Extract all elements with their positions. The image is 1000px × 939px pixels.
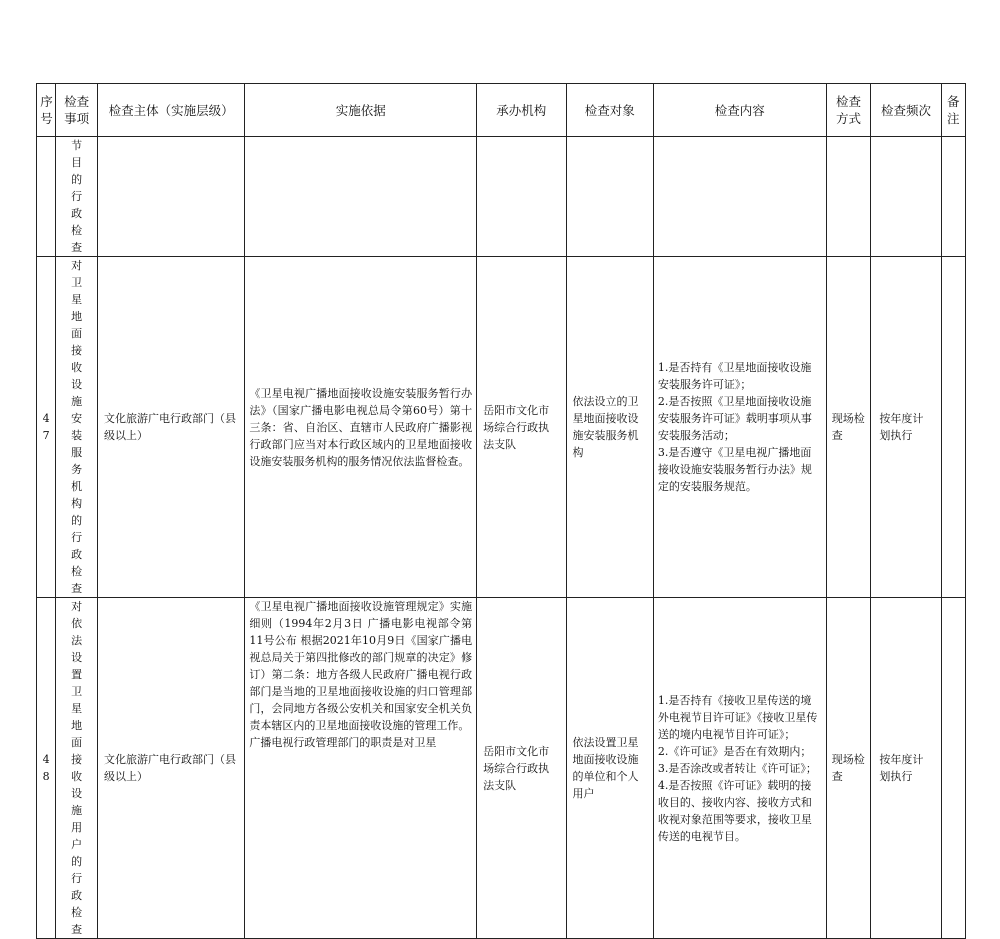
header-row [37,84,966,137]
basis-text-tail: 广播电视行政管理部门的职责是对卫星 [249,736,437,749]
content-item: 3.是否涂改或者转让《许可证》； [657,761,817,775]
row-item: 对卫星地面接收设施安装服务机构的行政检查 [56,257,98,598]
row-method [826,137,871,257]
header-target: 检查对象 [566,84,653,137]
row-target [566,137,653,257]
row-basis [245,598,477,939]
row-subject: 文化旅游广电行政部门（县级以上） [97,257,244,598]
header-method: 检查方式 [826,84,871,137]
row-basis: 《卫星电视广播地面接收设施安装服务暂行办法》（国家广播电影电视总局令第60号）第十三条：省、自治区、直辖市人民政府广播影视行政部门应当对本行政区域内的卫星地面接收设施安装服务机构的服务情况依法监督检查。 [245,257,477,598]
row-remark [941,257,965,598]
header-basis: 实施依据 [245,84,477,137]
table-row [37,598,966,939]
row-seq: 48 [37,598,56,939]
row-target: 依法设置卫星地面接收设施的单位和个人用户 [566,598,653,939]
table-row [37,137,966,257]
row-subject [97,137,244,257]
row-freq [871,137,941,257]
content-item: 1.是否持有《接收卫星传送的境外电视节目许可证》《接收卫星传送的境内电视节目许可证》； [657,693,818,741]
content-item: 2.《许可证》是否在有效期内； [657,744,812,758]
row-freq: 按年度计划执行 [871,598,941,939]
row-remark [941,137,965,257]
content-item: 4.是否按照《许可证》载明的接收目的、接收内容、接收方式和收视对象范围等要求，接收卫星传送的电视节目。 [657,778,812,843]
row-content [653,137,826,257]
content-item: 2.是否按照《卫星地面接收设施安装服务许可证》载明事项从事安装服务活动； [657,395,812,442]
row-item: 对依法设置卫星地面接收设施用户的行政检查 [56,598,98,939]
table-row [37,257,966,598]
header-remark: 备注 [941,84,965,137]
header-freq: 检查频次 [871,84,941,137]
row-seq: 47 [37,257,56,598]
row-basis [245,137,477,257]
header-seq: 序号 [37,84,56,137]
content-item: 3.是否遵守《卫星电视广播地面接收设施安装服务暂行办法》规定的安装服务规范。 [657,446,812,493]
row-target: 依法设立的卫星地面接收设施安装服务机构 [566,257,653,598]
header-subject: 检查主体（实施层级） [97,84,244,137]
row-org [477,137,566,257]
row-method: 现场检查 [826,257,871,598]
row-org: 岳阳市文化市场综合行政执法支队 [477,257,566,598]
content-item: 1.是否持有《卫星地面接收设施安装服务许可证》； [657,361,812,391]
row-method: 现场检查 [826,598,871,939]
row-seq [37,137,56,257]
header-org: 承办机构 [477,84,566,137]
row-subject: 文化旅游广电行政部门（县级以上） [97,598,244,939]
row-org: 岳阳市文化市场综合行政执法支队 [477,598,566,939]
row-content [653,598,826,939]
row-item: 节目的行政检查 [56,137,98,257]
row-freq: 按年度计划执行 [871,257,941,598]
header-item: 检查事项 [56,84,98,137]
row-remark [941,598,965,939]
basis-text: 《卫星电视广播地面接收设施管理规定》实施细则（1994年2月3日 广播电影电视部令第11号公布 根据2021年10月9日《国家广播电视总局关于第四批修改的部门规章的决定》修订）第二条：地方各级人民政府广播电视行政部门是当地的卫星地面接收设施的归口管理部门，会同地方各级公安机关和国家安全机关负责本辖区内的卫星地面接收设施的管理工作。 [249,600,473,732]
inspection-table [36,83,966,939]
header-content: 检查内容 [653,84,826,137]
row-content [653,257,826,598]
